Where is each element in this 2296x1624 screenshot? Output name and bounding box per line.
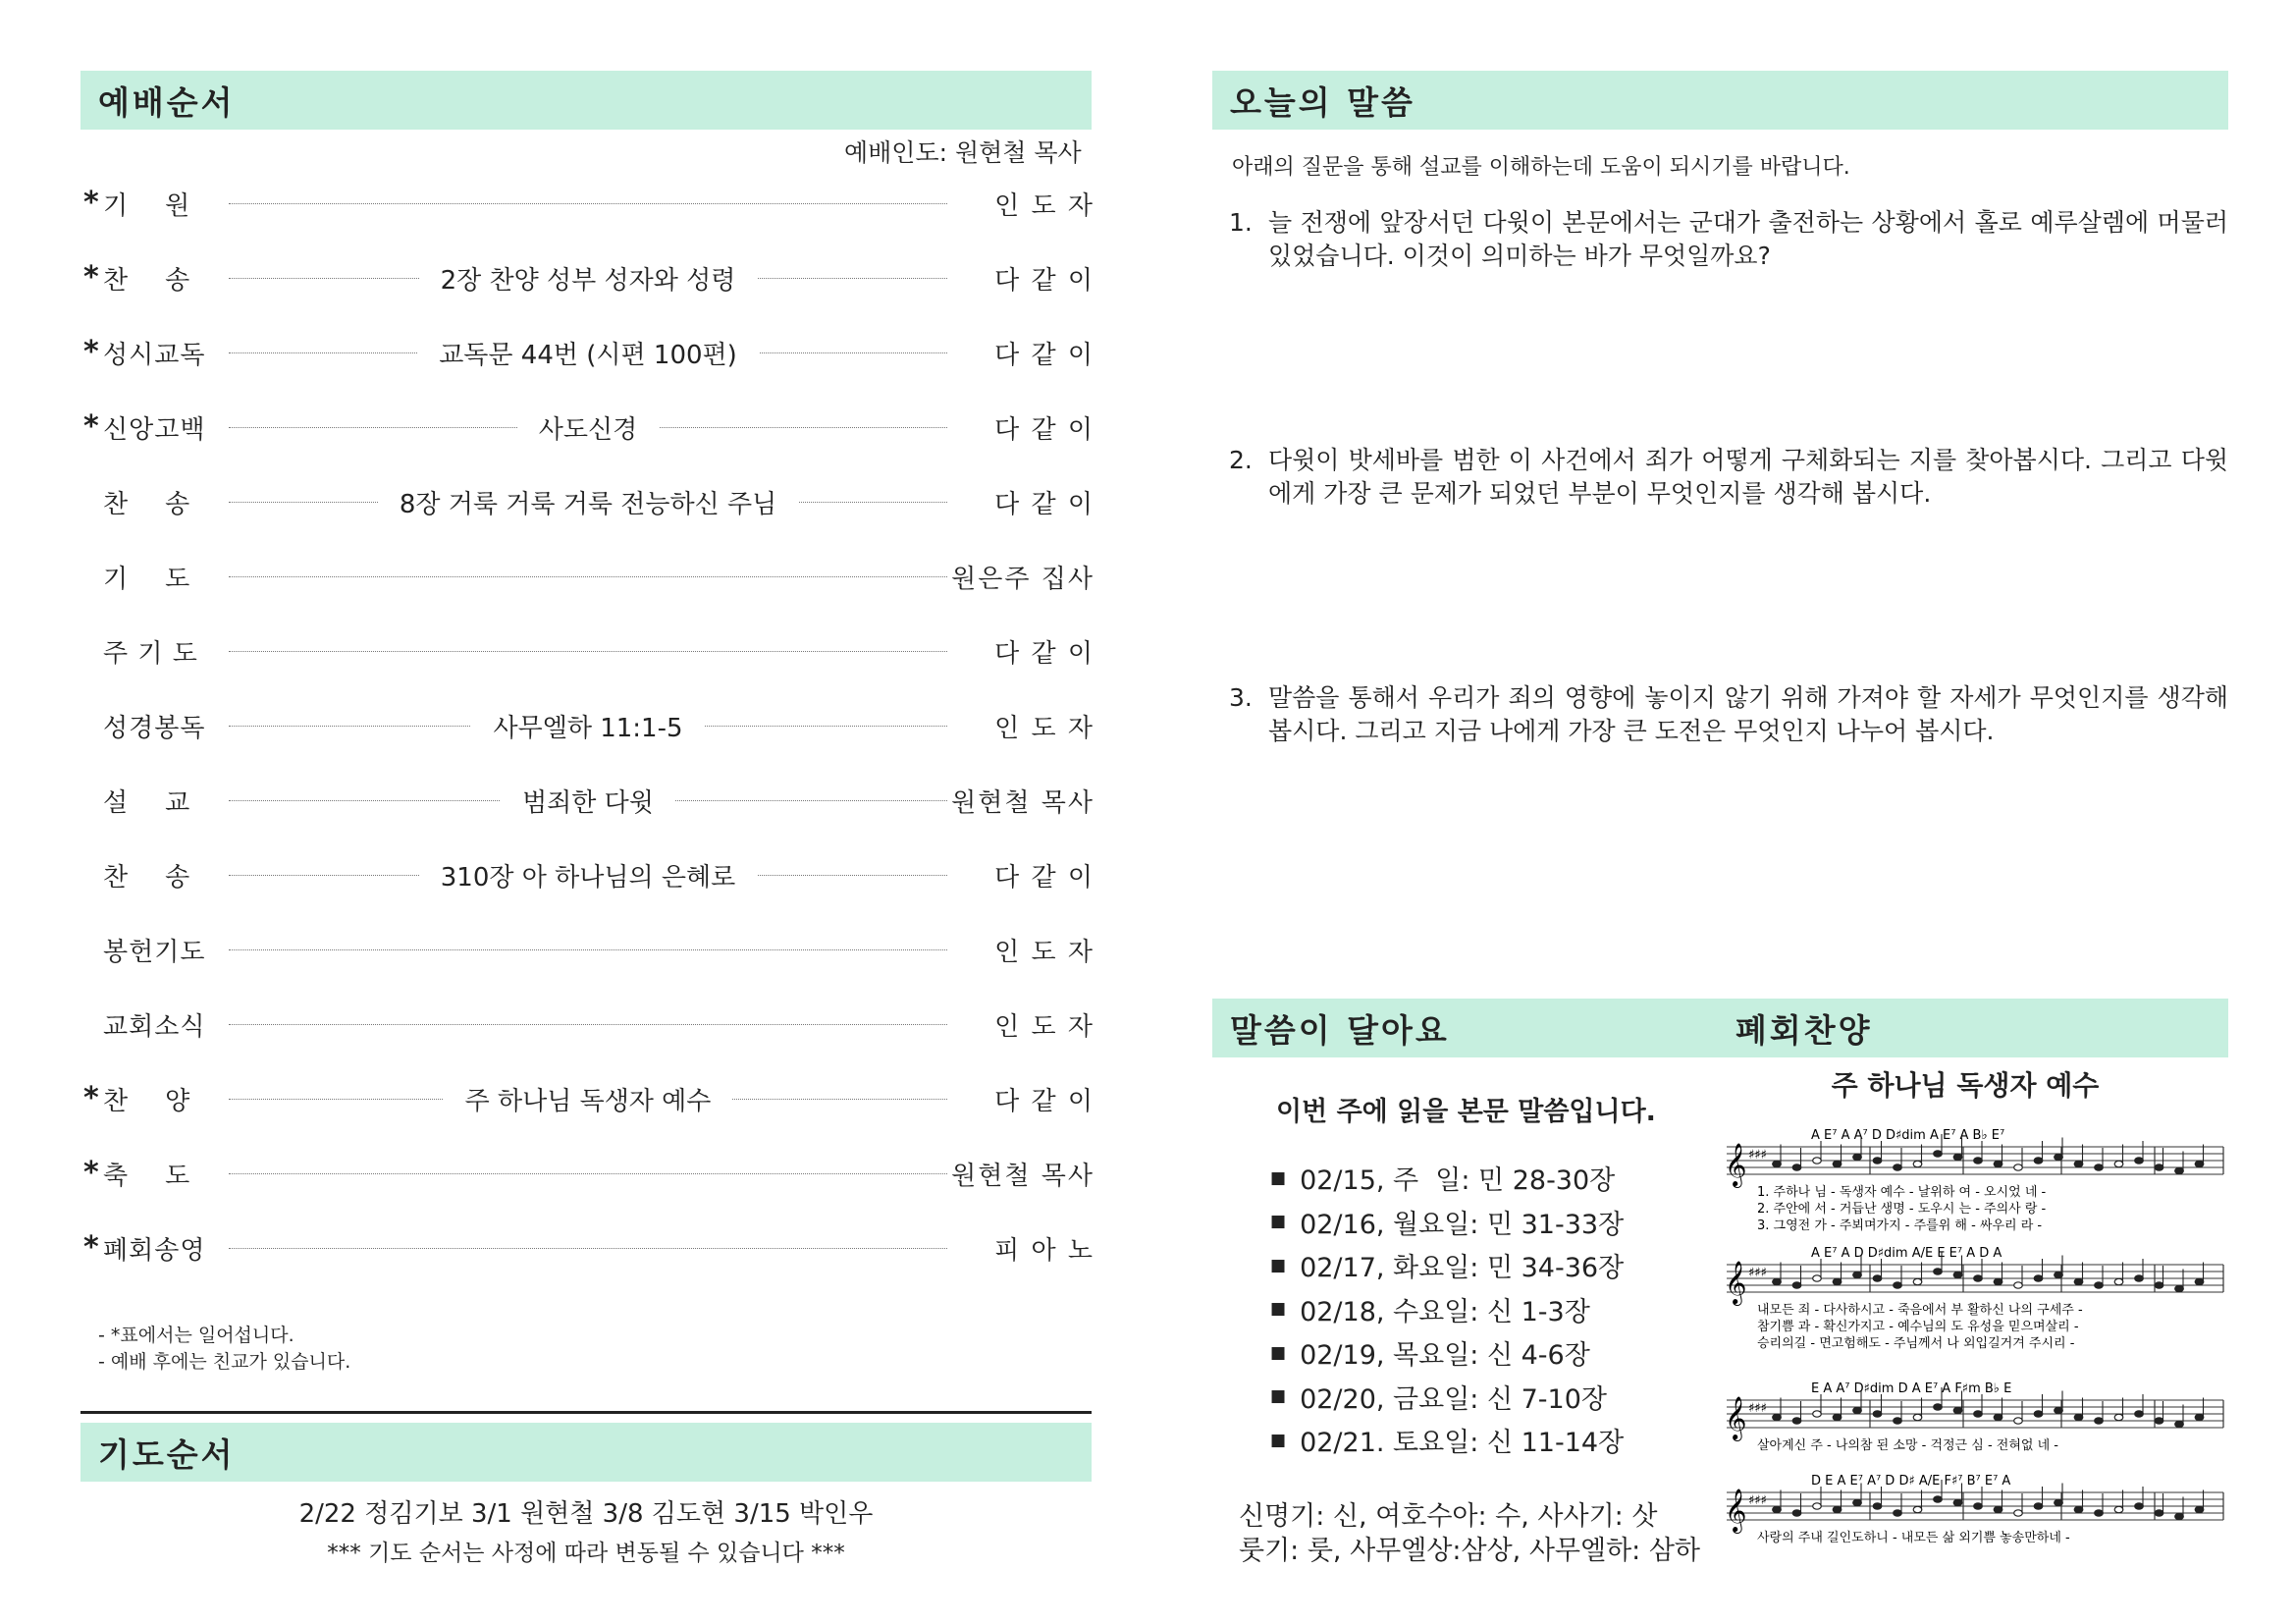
reading-text: 02/15, 주 일: 민 28-30장 [1300, 1165, 1616, 1196]
stand-marker: * [83, 1156, 99, 1190]
dotted-leader [229, 576, 947, 577]
todays-word-intro: 아래의 질문을 통해 설교를 이해하는데 도움이 되시기를 바랍니다. [1232, 155, 1850, 180]
note-head-icon [1994, 1161, 2002, 1166]
note-head-icon [2074, 1161, 2083, 1166]
lyric-line: 승리의길 - 면고험해도 - 주님께서 나 외입길거겨 주시리 - [1757, 1336, 2075, 1351]
note-head-icon [1813, 1275, 1822, 1281]
question-text: 다윗이 밧세바를 범한 이 사건에서 죄가 어떻게 구체화되는 지를 찾아봅시다. 그리고 다윗에게 가장 큰 문제가 되었던 부분이 무엇인지를 생각해 봅시다. [1268, 446, 2228, 508]
order-label: 봉헌기도 [103, 937, 206, 967]
note-head-icon [2074, 1278, 2083, 1284]
note-head-icon [1953, 1499, 1962, 1505]
reading-item [1270, 1246, 1624, 1284]
order-item-wrap [229, 482, 947, 521]
note-head-icon [1813, 1411, 1822, 1417]
order-item: 2장 찬양 성부 성자와 성령 [419, 260, 758, 297]
order-label: 찬 양 [103, 1086, 191, 1116]
book-abbreviations-2: 룻기: 룻, 사무엘상:삼상, 사무엘하: 삼하 [1239, 1536, 1701, 1566]
reading-item [1270, 1333, 1590, 1372]
note-head-icon [2135, 1503, 2144, 1509]
treble-clef-icon: 𝄞 [1725, 1143, 1747, 1186]
note-head-icon [2155, 1418, 2163, 1424]
order-label: 설 교 [103, 787, 191, 818]
note-head-icon [1974, 1411, 1983, 1417]
note-head-icon [2175, 1421, 2184, 1427]
note-head-icon [1913, 1414, 1922, 1420]
note-head-icon [2034, 1411, 2043, 1417]
treble-clef-icon: 𝄞 [1725, 1489, 1747, 1532]
order-item-wrap [229, 706, 947, 745]
order-row [83, 1079, 1095, 1118]
order-person: 다 같 이 [994, 340, 1095, 370]
note-head-icon [1994, 1278, 2002, 1284]
note-head-icon [1934, 1404, 1943, 1410]
worship-notes [98, 1323, 350, 1376]
note-head-icon [1833, 1414, 1842, 1420]
note-head-icon [1974, 1503, 1983, 1509]
order-row [83, 631, 1095, 671]
order-label: 찬 송 [103, 265, 191, 296]
note-head-icon [2055, 1499, 2063, 1505]
note-head-icon [1773, 1161, 1782, 1166]
note-head-icon [1873, 1503, 1882, 1509]
note-head-icon [1853, 1407, 1862, 1413]
order-row [83, 557, 1095, 596]
lyric-line: 사랑의 주내 길인도하니 - 내모든 삶 외기쁨 놓송만하네 - [1757, 1531, 2070, 1545]
note-head-icon [2095, 1418, 2104, 1424]
reading-item [1270, 1421, 1624, 1459]
order-person: 다 같 이 [994, 414, 1095, 445]
order-item-wrap [229, 1079, 947, 1118]
lyric-line: 살아계신 주 - 나의참 된 소망 - 걱정근 심 - 전혀없 네 - [1757, 1438, 2058, 1453]
note-head-icon [1974, 1158, 1983, 1164]
hymn-title: 주 하나님 독생자 예수 [1831, 1069, 2100, 1102]
order-label: 교회소식 [103, 1011, 206, 1042]
key-signature-icon: ♯♯♯ [1748, 1148, 1767, 1163]
reading-item [1270, 1203, 1624, 1241]
reading-hymn-header [1212, 999, 2228, 1057]
reading-text: 02/19, 목요일: 신 4-6장 [1300, 1340, 1590, 1371]
note-head-icon [2155, 1510, 2163, 1516]
question-2 [1229, 444, 2228, 511]
stand-marker: * [83, 1081, 99, 1115]
prayer-order-title: 기도순서 [98, 1435, 236, 1474]
note-head-icon [1833, 1506, 1842, 1512]
note-head-icon [2074, 1506, 2083, 1512]
note-head-icon [2175, 1513, 2184, 1519]
reading-item [1270, 1290, 1590, 1328]
note-head-icon [2095, 1164, 2104, 1170]
key-signature-icon: ♯♯♯ [1748, 1493, 1767, 1508]
note-head-icon [2175, 1167, 2184, 1173]
note-head-icon [1833, 1278, 1842, 1284]
note-head-icon [1974, 1275, 1983, 1281]
closing-hymn-title: 폐회찬양 [1735, 1010, 1873, 1050]
stand-marker: * [83, 260, 99, 295]
order-item-wrap [229, 407, 947, 447]
note-head-icon [1994, 1506, 2002, 1512]
note-head-icon [2074, 1414, 2083, 1420]
treble-clef-icon: 𝄞 [1725, 1261, 1747, 1304]
note-head-icon [1934, 1269, 1943, 1274]
note-head-icon [2014, 1418, 2023, 1424]
note-head-icon [1833, 1161, 1842, 1166]
note-head-icon [2195, 1278, 2204, 1284]
order-person: 인 도 자 [994, 190, 1095, 221]
note-head-icon [2135, 1411, 2144, 1417]
order-person: 인 도 자 [994, 713, 1095, 743]
order-label: 주 기 도 [103, 638, 198, 669]
note-head-icon [2034, 1158, 2043, 1164]
order-item-wrap [229, 333, 947, 372]
note-head-icon [2114, 1414, 2123, 1420]
note-head-icon [1773, 1278, 1782, 1284]
order-label: 폐회송영 [103, 1235, 206, 1266]
order-label: 찬 송 [103, 489, 191, 519]
order-row [83, 1004, 1095, 1044]
chord-line: A E⁷ A D D♯dim A/E E E⁷ A D A [1811, 1246, 2002, 1261]
note-head-icon [2095, 1510, 2104, 1516]
question-text: 말씀을 통해서 우리가 죄의 영향에 놓이지 않기 위해 가져야 할 자세가 무엇인지를 생각해 봅시다. 그리고 지금 나에게 가장 큰 도전은 무엇인지 나누어 봅시다. [1268, 683, 2228, 745]
treble-clef-icon: 𝄞 [1725, 1396, 1747, 1439]
note-head-icon [2135, 1158, 2144, 1164]
note-head-icon [1894, 1418, 1902, 1424]
todays-word-header [1212, 71, 2228, 130]
bullet-icon: ■ [1270, 1167, 1287, 1188]
note-head-icon [2055, 1154, 2063, 1160]
note-head-icon [1873, 1275, 1882, 1281]
dotted-leader [229, 1024, 947, 1025]
note-head-icon [1953, 1272, 1962, 1277]
order-item: 사무엘하 11:1-5 [471, 708, 704, 744]
reading-text: 02/17, 화요일: 민 34-36장 [1300, 1253, 1625, 1283]
note-head-icon [1853, 1154, 1862, 1160]
note-head-icon [2155, 1282, 2163, 1288]
reading-item [1270, 1378, 1607, 1416]
order-row [83, 1228, 1095, 1268]
order-person: 다 같 이 [994, 862, 1095, 893]
stand-marker: * [83, 1230, 99, 1265]
question-1 [1229, 206, 2228, 273]
note-head-icon [1913, 1161, 1922, 1166]
note-head-icon [2195, 1161, 2204, 1166]
order-person: 다 같 이 [994, 638, 1095, 669]
order-row [83, 706, 1095, 745]
note-head-icon [1934, 1496, 1943, 1502]
note-head-icon [2114, 1161, 2123, 1166]
chord-line: D E A E⁷ A⁷ D D♯ A/E F♯⁷ B⁷ E⁷ A [1811, 1474, 2011, 1489]
note-head-icon [1792, 1418, 1801, 1424]
order-item-wrap [229, 855, 947, 894]
lyric-line: 3. 그영전 가 - 주뵈며가지 - 주를위 해 - 싸우리 라 - [1757, 1218, 2043, 1233]
lyric-line: 2. 주안에 서 - 거듭난 생명 - 도우시 는 - 주의사 랑 - [1757, 1202, 2047, 1217]
note-head-icon [1953, 1407, 1962, 1413]
reading-text: 02/20, 금요일: 신 7-10장 [1300, 1383, 1607, 1415]
note-head-icon [2114, 1506, 2123, 1512]
order-item: 주 하나님 독생자 예수 [444, 1081, 733, 1117]
order-label: 찬 송 [103, 862, 191, 893]
bullet-icon: ■ [1270, 1255, 1287, 1275]
section-divider [80, 1411, 1092, 1414]
note-head-icon [2155, 1164, 2163, 1170]
question-number: 2. [1229, 446, 1253, 474]
bullet-icon: ■ [1270, 1299, 1287, 1319]
order-person: 피 아 노 [994, 1235, 1095, 1266]
note-head-icon [1913, 1278, 1922, 1284]
prayer-note: *** 기도 순서는 사정에 따라 변동될 수 있습니다 *** [327, 1541, 845, 1566]
note-head-icon [2114, 1278, 2123, 1284]
order-person: 다 같 이 [994, 1086, 1095, 1116]
note-head-icon [1894, 1164, 1902, 1170]
order-row [83, 333, 1095, 372]
order-label: 축 도 [103, 1161, 191, 1191]
note-head-icon [2055, 1272, 2063, 1277]
note-head-icon [1894, 1510, 1902, 1516]
lyric-line: 참기쁨 과 - 확신가지고 - 예수님의 도 유성을 믿으며살리 - [1757, 1320, 2079, 1334]
dotted-leader [229, 1173, 947, 1174]
order-row [83, 407, 1095, 447]
sheet-music [1723, 1119, 2228, 1566]
order-person: 인 도 자 [994, 1011, 1095, 1042]
order-row [83, 482, 1095, 521]
question-number: 3. [1229, 683, 1253, 712]
bullet-icon: ■ [1270, 1386, 1287, 1406]
order-person: 원은주 집사 [951, 564, 1095, 594]
note-head-icon [2135, 1275, 2144, 1281]
note-head-icon [1853, 1499, 1862, 1505]
note-head-icon [1792, 1510, 1801, 1516]
lyric-line: 1. 주하나 님 - 독생자 예수 - 날위하 여 - 오시었 네 - [1757, 1185, 2047, 1200]
question-3 [1229, 681, 2228, 748]
order-row [83, 855, 1095, 894]
order-item: 교독문 44번 (시편 100편) [417, 335, 759, 371]
chord-line: E A A⁷ D♯dim D A E⁷ A F♯m B♭ E [1811, 1381, 2012, 1396]
question-number: 1. [1229, 208, 1253, 237]
note-head-icon [2195, 1414, 2204, 1420]
order-label: 성경봉독 [103, 713, 206, 743]
note-head-icon [1994, 1414, 2002, 1420]
stand-marker: * [83, 186, 99, 220]
order-row [83, 930, 1095, 969]
note-head-icon [1773, 1506, 1782, 1512]
order-person: 다 같 이 [994, 265, 1095, 296]
reading-item [1270, 1159, 1615, 1197]
stand-marker: * [83, 409, 99, 444]
dotted-leader [229, 203, 947, 204]
order-row [83, 781, 1095, 820]
note-head-icon [2034, 1503, 2043, 1509]
dotted-leader [229, 651, 947, 652]
bullet-icon: ■ [1270, 1212, 1287, 1231]
dotted-leader [229, 949, 947, 950]
note-head-icon [1813, 1158, 1822, 1164]
chord-line: A E⁷ A A⁷ D D♯dim A E⁷ A B♭ E⁷ [1811, 1128, 2005, 1143]
order-person: 다 같 이 [994, 489, 1095, 519]
note-fellowship: - 예배 후에는 친교가 있습니다. [98, 1351, 351, 1373]
question-text: 늘 전쟁에 앞장서던 다윗이 본문에서는 군대가 출전하는 상황에서 홀로 예루살렘에 머물러 있었습니다. 이것이 의미하는 바가 무엇일까요? [1268, 208, 2228, 270]
note-head-icon [1894, 1282, 1902, 1288]
note-head-icon [1853, 1272, 1862, 1277]
note-head-icon [1813, 1503, 1822, 1509]
reading-plan-subtitle: 이번 주에 읽을 본문 말씀입니다. [1276, 1097, 1656, 1127]
prayer-schedule: 2/22 정김기보 3/1 원현철 3/8 김도현 3/15 박인우 [298, 1499, 874, 1529]
todays-word-title: 오늘의 말씀 [1230, 82, 1415, 122]
worship-leader: 예배인도: 원현철 목사 [844, 138, 1082, 167]
reading-text: 02/16, 월요일: 민 31-33장 [1300, 1209, 1625, 1240]
order-row [83, 1154, 1095, 1193]
note-head-icon [1953, 1154, 1962, 1160]
note-head-icon [2014, 1282, 2023, 1288]
order-item: 범죄한 다윗 [501, 783, 675, 819]
order-row [83, 184, 1095, 223]
note-head-icon [2034, 1275, 2043, 1281]
order-label: 기 원 [103, 190, 191, 221]
note-head-icon [1773, 1414, 1782, 1420]
note-head-icon [1934, 1151, 1943, 1157]
note-head-icon [1792, 1164, 1801, 1170]
reading-text: 02/18, 수요일: 신 1-3장 [1300, 1296, 1590, 1327]
book-abbreviations-1: 신명기: 신, 여호수아: 수, 사사기: 삿 [1239, 1501, 1658, 1532]
order-item-wrap [229, 781, 947, 820]
note-head-icon [1873, 1158, 1882, 1164]
dotted-leader [229, 1248, 947, 1249]
order-label: 성시교독 [103, 340, 206, 370]
worship-order-title: 예배순서 [98, 82, 236, 122]
note-standing: - *표에서는 일어섭니다. [98, 1325, 294, 1346]
stand-marker: * [83, 335, 99, 369]
note-head-icon [1873, 1411, 1882, 1417]
note-head-icon [1792, 1282, 1801, 1288]
order-row [83, 258, 1095, 298]
note-head-icon [2014, 1164, 2023, 1170]
order-label: 신앙고백 [103, 414, 206, 445]
order-item-wrap [229, 258, 947, 298]
note-head-icon [2175, 1285, 2184, 1291]
bullet-icon: ■ [1270, 1430, 1287, 1450]
prayer-order-header [80, 1423, 1092, 1482]
order-person: 원현철 목사 [951, 787, 1095, 818]
note-head-icon [2014, 1510, 2023, 1516]
note-head-icon [1913, 1506, 1922, 1512]
key-signature-icon: ♯♯♯ [1748, 1266, 1767, 1280]
note-head-icon [2055, 1407, 2063, 1413]
note-head-icon [2195, 1506, 2204, 1512]
reading-text: 02/21. 토요일: 신 11-14장 [1300, 1428, 1625, 1458]
note-head-icon [2095, 1282, 2104, 1288]
reading-plan-title: 말씀이 달아요 [1230, 1010, 1450, 1050]
order-label: 기 도 [103, 564, 191, 594]
lyric-line: 내모든 죄 - 다사하시고 - 죽음에서 부 활하신 나의 구세주 - [1757, 1303, 2083, 1318]
order-item: 310장 아 하나님의 은혜로 [419, 857, 757, 893]
bullet-icon: ■ [1270, 1342, 1287, 1363]
worship-order-header [80, 71, 1092, 130]
order-person: 원현철 목사 [951, 1161, 1095, 1191]
key-signature-icon: ♯♯♯ [1748, 1401, 1767, 1416]
order-person: 인 도 자 [994, 937, 1095, 967]
order-item: 8장 거룩 거룩 거룩 전능하신 주님 [378, 484, 798, 520]
order-item: 사도신경 [517, 409, 659, 446]
